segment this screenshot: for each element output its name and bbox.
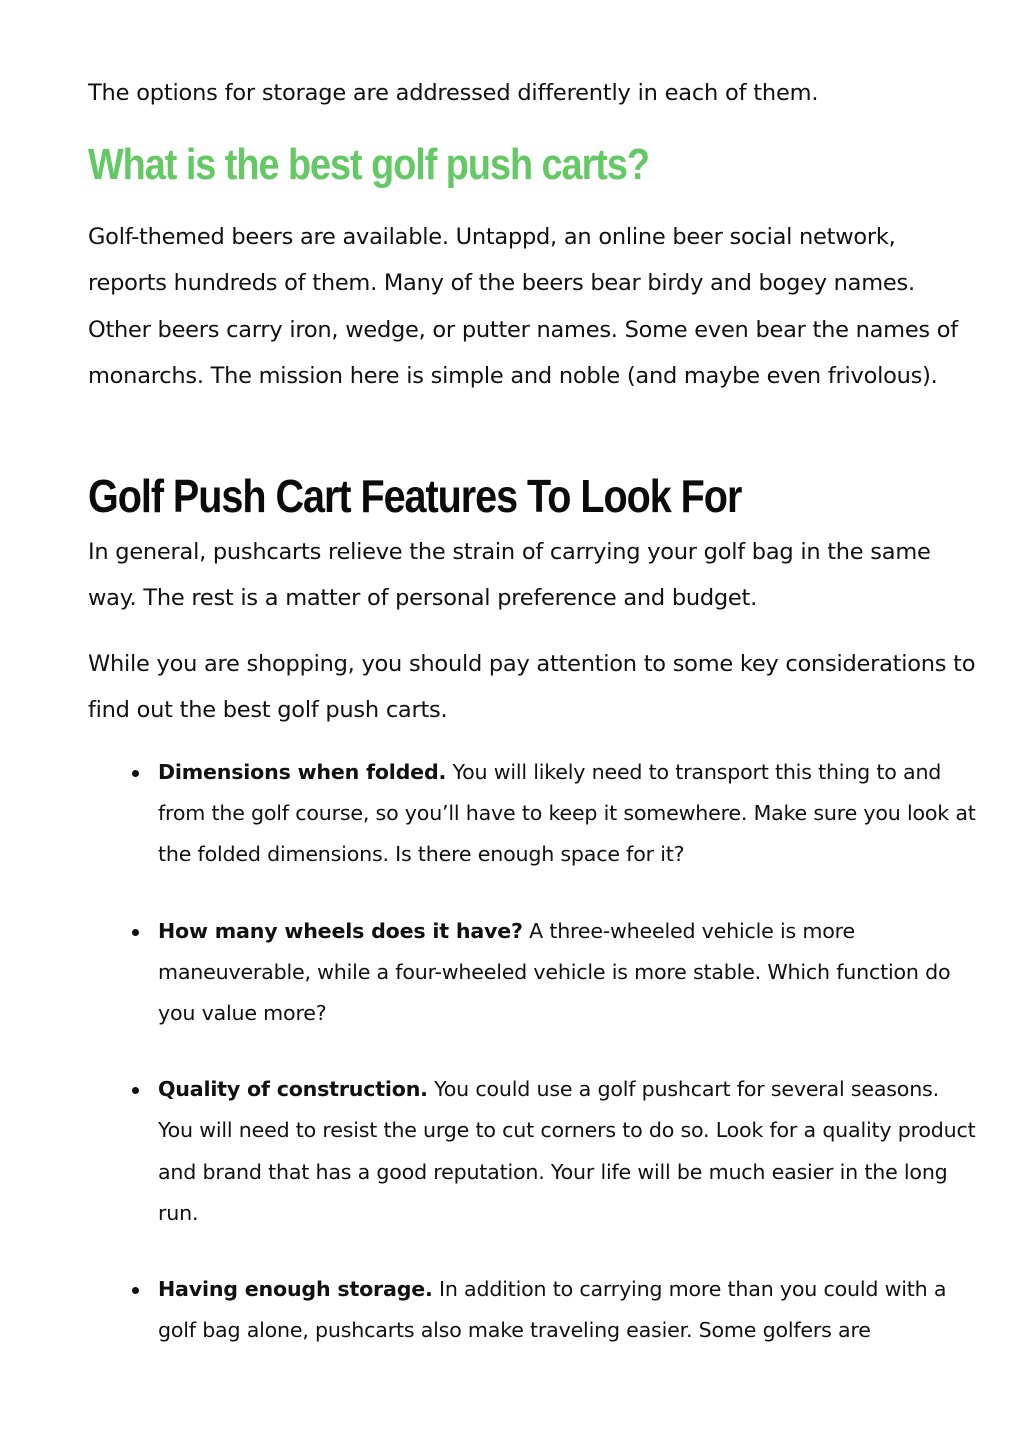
bullet-icon: [132, 929, 139, 936]
pushcarts-paragraph: In general, pushcarts relieve the strain of carrying your golf bag in the same way. The rest is a matter of personal preference and budget.: [88, 539, 931, 612]
list-item-text: A three-wheeled vehicle is more maneuverable, while a four-wheeled vehicle is more stable. Which function do you value more?: [158, 918, 951, 1026]
beers-paragraph: Golf-themed beers are available. Untappd, an online beer social network, reports hundreds of them. Many of the beers bear birdy and bogey names. Other beers carry iron, wedge, or putter names. Some even bear the names of monarchs. The mission here is simple and noble (and maybe even frivolous).: [88, 224, 958, 390]
list-item-title: Quality of construction.: [158, 1077, 428, 1102]
list-item: [88, 911, 978, 1035]
list-item-text: You could use a golf pushcart for several seasons. You will need to resist the urge to cut corners to do so. Look for a quality product and brand that has a good reputation. Your life will be much easier in the long run.: [158, 1077, 976, 1225]
section-heading-features: Golf Push Cart Features To Look For: [88, 470, 742, 522]
features-list: [88, 752, 978, 1386]
list-item: [88, 1269, 978, 1351]
list-item-text: You will likely need to transport this thing to and from the golf course, so you’ll have to keep it somewhere. Make sure you look at the folded dimensions. Is there enough space for it?: [158, 760, 976, 867]
shopping-paragraph: While you are shopping, you should pay attention to some key considerations to find out the best golf push carts.: [88, 651, 976, 724]
list-item-title: Dimensions when folded.: [158, 760, 447, 784]
bullet-icon: [132, 770, 139, 777]
list-item: [88, 1069, 978, 1234]
intro-paragraph: The options for storage are addressed differently in each of them.: [88, 80, 819, 106]
bullet-icon: [132, 1087, 139, 1094]
section-heading-best-carts: What is the best golf push carts?: [88, 140, 649, 189]
bullet-icon: [132, 1287, 139, 1294]
list-item-title: Having enough storage.: [158, 1277, 433, 1302]
list-item-title: How many wheels does it have?: [158, 918, 523, 943]
list-item: [88, 752, 978, 876]
list-item-text: In addition to carrying more than you could with a golf bag alone, pushcarts also make traveling easier. Some golfers are: [158, 1277, 947, 1343]
